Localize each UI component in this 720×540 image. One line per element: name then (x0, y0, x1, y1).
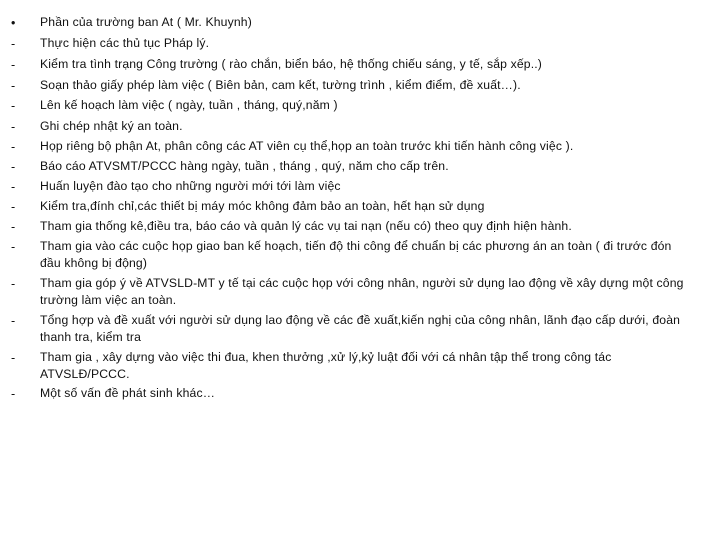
list-item-text: Huấn luyện đào tạo cho những người mới tới làm việc (40, 179, 341, 193)
list-item-text: Kiểm tra,đính chỉ,các thiết bị máy móc không đảm bảo an toàn, hết hạn sử dụng (40, 199, 485, 213)
list-item-text: Lên kế hoạch làm việc ( ngày, tuần , tháng, quý,năm ) (40, 98, 338, 112)
list-item-text: Họp riêng bộ phận At, phân công các AT viên cụ thể,họp an toàn trước khi tiến hành công việc ). (40, 139, 574, 153)
bullet-dash: - (11, 99, 16, 113)
bullet-dash: - (11, 200, 16, 214)
bullet-dash: - (11, 387, 16, 401)
bullet-dash: - (11, 351, 16, 365)
list-item-text: Thực hiện các thủ tục Pháp lý. (40, 36, 210, 50)
bullet-dash: - (11, 120, 16, 134)
bullet-dash: - (11, 180, 16, 194)
bullet-dash: - (11, 160, 16, 174)
bullet-dot: • (11, 16, 16, 30)
list-item-text: Soạn thảo giấy phép làm việc ( Biên bản, cam kết, tường trình , kiểm điểm, đề xuất…). (40, 78, 521, 92)
bullet-dash: - (11, 37, 16, 51)
bullet-dash: - (11, 79, 16, 93)
bullet-dash: - (11, 277, 16, 291)
list-item-text: Kiểm tra tình trạng Công trường ( rào chắn, biển báo, hệ thống chiếu sáng, y tế, sắp xếp..) (40, 57, 543, 71)
list-item-text: Phần của trường ban At ( Mr. Khuynh) (40, 15, 252, 29)
bullet-dash: - (11, 58, 16, 72)
list-item-text: Tham gia vào các cuộc họp giao ban kế hoạch, tiến độ thi công để chuẩn bị các phương án an toàn ( đi trước đón đầu không bị động) (40, 239, 672, 270)
bullet-dash: - (11, 140, 16, 154)
list-item-text: Một số vấn đề phát sinh khác… (40, 386, 216, 400)
list-item-text: Báo cáo ATVSMT/PCCC hàng ngày, tuần , tháng , quý, năm cho cấp trên. (40, 159, 449, 173)
bullet-dash: - (11, 314, 16, 328)
bullet-dash: - (11, 240, 16, 254)
list-item-text: Tham gia thống kê,điều tra, báo cáo và quản lý các vụ tai nạn (nếu có) theo quy định hiện hành. (40, 219, 572, 233)
list-item-text: Ghi chép nhật ký an toàn. (40, 119, 183, 133)
list-item-text: Tham gia , xây dựng vào việc thi đua, khen thưởng ,xử lý,kỷ luật đối với cá nhân tập thể trong công tác ATVSLĐ/PCCC. (40, 350, 612, 381)
list-item-text: Tham gia góp ý về ATVSLD-MT y tế tại các cuộc họp với công nhân, người sử dụng lao động về xây dựng một công trường làm việc an toàn. (40, 276, 684, 307)
list-item-text: Tổng hợp và đề xuất với người sử dụng lao động về các đề xuất,kiến nghị của công nhân, lãnh đạo cấp dưới, đoàn thanh tra, kiểm tra (40, 313, 681, 344)
bullet-dash: - (11, 220, 16, 234)
